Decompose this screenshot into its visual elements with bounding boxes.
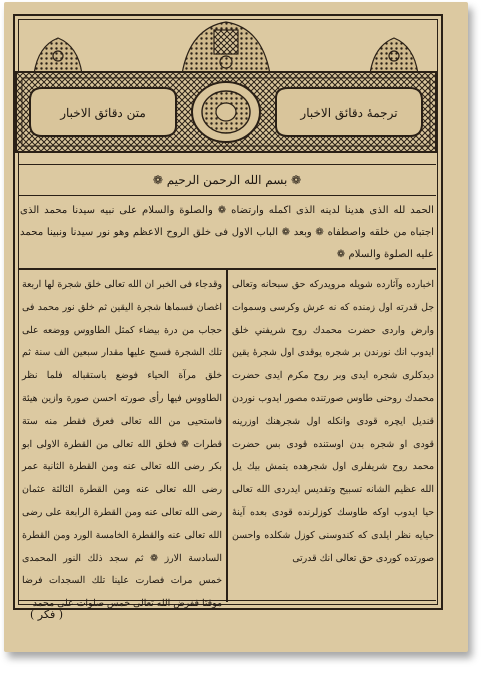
footer-divider [18,600,436,601]
center-roundel [192,82,260,142]
left-cartouche-title: متن دقائق الاخبار [60,106,146,120]
crest-right [370,38,418,74]
manuscript-page [4,2,468,652]
column-divider [226,270,228,602]
basmala-line: ❁ بسم الله الرحمن الرحيم ❁ [18,164,436,196]
intro-paragraph: الحمد لله الذى هدينا لدينه الذى اكمله وارتضاه ❁ والصلوة والسلام على نبيه سيدنا محمد الذى اجتباه من خلقه واصطفاه ❁ وبعد ❁ الباب الاول فى خلق الروح الاعظم وهو نور سيدنا ونبينا محمد عليه الصلوة والسلام ❁ [20,205,434,260]
crest-center [182,22,270,74]
ornamental-header [14,16,438,156]
header-ornament [14,16,438,156]
left-cartouche [30,88,176,136]
crest-left [34,38,82,74]
right-cartouche-title: ترجمهٔ دقائق الاخبار [300,106,398,120]
catchword: ( فكر ) [30,608,63,621]
right-cartouche [276,88,422,136]
translation-column: اخبارده وآثارده شويله مرويدركه حق سبحانه وتعالى جل قدرته اول زمنده كه نه عرش وكرسى وسموات وارض واردى حضرت محمدك روح شريفني خلق ايدوب انك نورندن بر شجره يوقدى اول شجرهٔ يقين ديدكلرى شجره ايدى وبر روح مكرم ايدى حضرت محمدك روحنى طاوس صورتنده مصور ايدوب نوردن قنديل ايچره قودى وانكله اول شجرهنك اوزرينه قودى او شجره بدن اوستنده قودى بس حضرت محمد روح شريفلرى اول شجرهده يتمش بيك يل الله عظيم الشانه تسبيح وتقديس ايدردى الله تعالى حيا ايدوب اوكه طاوسك كوزلرنده قودى بعده آينهٔ حيايه نظر ايلدى كه كندوسنى كوزل شكلده واحسن صورتده كوردى حق تعالى انك قدرتى [232,279,434,564]
original-text-column: وقدجاء فى الخبر ان الله تعالى خلق شجرة لها اربعة اغصان فسماها شجرة اليقين ثم خلق نور محمد فى حجاب من درة بيضاء كمثل الطاووس ووضعه على تلك الشجرة فسبح عليها مقدار سبعين الف سنة ثم خلق مرآة الحياء فوضع باستقباله فلما نظر الطاووس فيها رأى صورته احسن صورة وازين هيئة فاستحيى من الله تعالى فعرق فقطر منه ستة قطرات ❁ فخلق الله تعالى من القطرة الاولى ابو بكر رضى الله تعالى عنه ومن القطرة الثانية عمر رضى الله تعالى عنه ومن القطرة الثالثة عثمان رضى الله تعالى عنه ومن القطرة الرابعة على رضى الله تعالى عنه والقطرة الخامسة الورد ومن القطرة السادسة الارز ❁ ثم سجد ذلك النور المحمدى خمس مرات فصارت علينا تلك السجدات فرضا موقتا ففرض الله تعالى خمس صلوات على محمد [22,279,222,610]
